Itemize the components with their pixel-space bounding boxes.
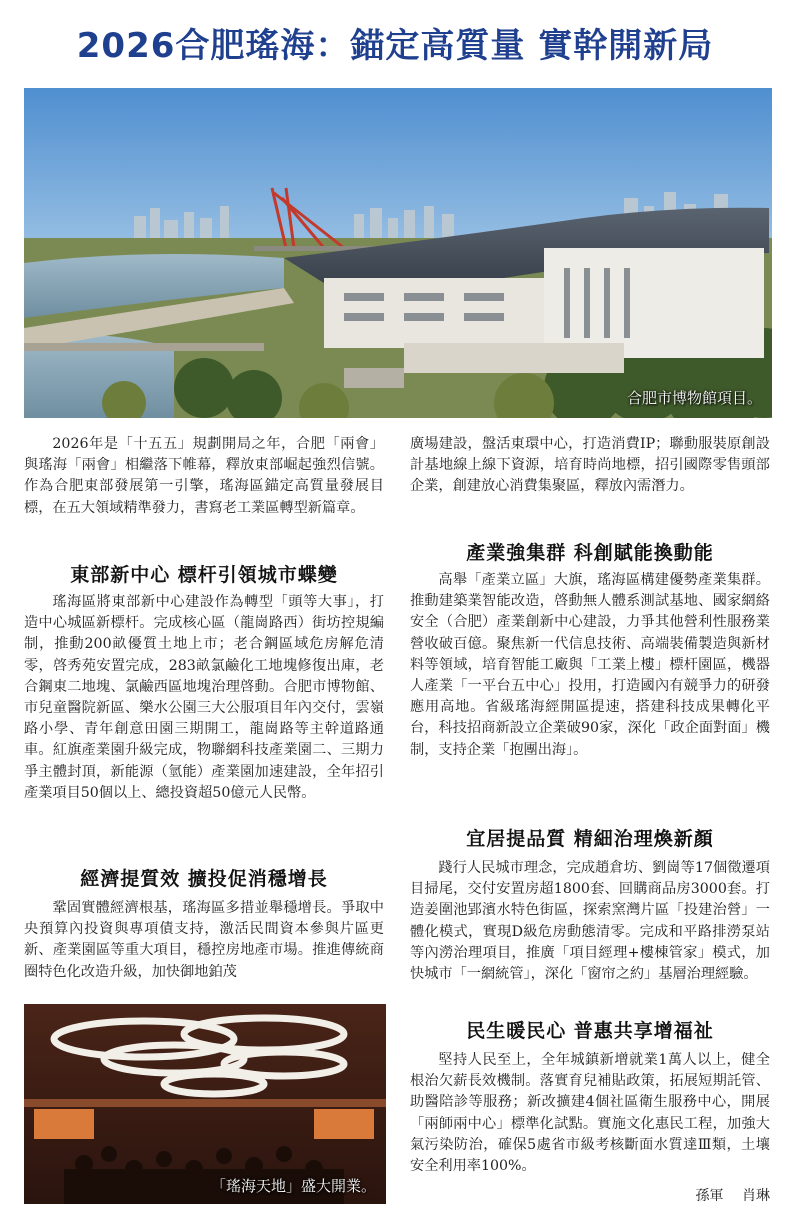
section-text-east-center: 瑤海區將東部新中心建設作為轉型「頭等大事」，打造中心城區新標杆。完成核心區（龍崗路西）街坊控規編制，推動200畝優質土地上市；老合鋼區域危房解危清零，啓秀苑安置完成，283畝氯鹼化工地塊修復出庫，老合鋼東二地塊、氯鹼西區地塊治理啓動。合肥市博物館、市兒童醫院新區、樂水公園三大公服項目年內交付，雲嶺路小學、青年創意田園三期開工，龍崗路等主幹道路通車。紅旗產業園升級完成，物聯網科技產業園二、三期力爭主體封頂，新能源（氫能）產業園加速建設，全年招引產業項目50個以上、總投資超50億元人民幣。: [24, 594, 384, 801]
section-text-economy-part2: [410, 434, 770, 526]
mall-photo-caption: 「瑤海天地」盛大開業。: [210, 1177, 376, 1195]
economy-continuation: 廣場建設，盤活東環中心，打造消費IP；聯動服裝原創設計基地線上線下資源，培育時尚地標，招引國際零售頭部企業，創建放心消費集聚區，釋放內需潛力。: [410, 436, 770, 495]
section-heading-industry: 產業強集群 科創賦能換動能: [466, 542, 714, 564]
museum-photo: [24, 88, 772, 418]
section-text-industry: 高舉「產業立區」大旗，瑤海區構建優勢產業集群。推動建築業智能改造，啓動無人體系測試基地、國家網絡安全（合肥）產業創新中心建設，力爭其他營利性服務業營收破百億。聚焦新一代信息技術、高端裝備製造與新材料等領域，培育智能工廠與「工業上樓」標杆園區，機器人產業「一平台五中心」投用，打造國內有競爭力的研發應用高地。省級瑤海經開區提速，搭建科技成果轉化平台，科技招商新設立企業破90家，深化「政企面對面」機制，支持企業「抱團出海」。: [410, 572, 770, 758]
section-heading-livability: 宜居提品質 精細治理煥新顏: [466, 828, 714, 850]
section-heading-economy: 經濟提質效 擴投促消穩增長: [80, 868, 328, 890]
section-heading-wellbeing: 民生暖民心 普惠共享增福祉: [466, 1020, 714, 1042]
intro-paragraph: 2026年是「十五五」規劃開局之年，合肥「兩會」與瑤海「兩會」相繼落下帷幕，釋放東部崛起強烈信號。作為合肥東部發展第一引擎，瑤海區錨定高質量發展目標，在五大領域精準發力，書寫老工業區轉型新篇章。: [24, 436, 384, 516]
section-text-wellbeing: 堅持人民至上，全年城鎮新增就業1萬人以上，健全根治欠薪長效機制。落實育兒補貼政策，拓展短期託管、助醫陪診等服務；新改擴建4個社區衛生服務中心，開展「兩師兩中心」標準化試點。實施文化惠民工程，加強大氣污染防治，確保5處省市級考核斷面水質達Ⅲ類，土壤安全利用率100%。: [410, 1052, 770, 1175]
section-heading-east-center: 東部新中心 標杆引領城市蝶變: [70, 564, 338, 586]
byline: 孫軍 肖琳: [695, 1188, 770, 1204]
headline: 2026合肥瑤海：錨定高質量 實幹開新局: [76, 26, 714, 66]
mall-photo: [24, 1004, 386, 1204]
museum-photo-caption: 合肥市博物館項目。: [626, 389, 762, 407]
section-text-livability: 踐行人民城市理念，完成趙倉坊、劉崗等17個徵遷項目掃尾，交付安置房超1800套、回購商品房3000套。打造姜圍池郢濱水特色街區，探索窯灣片區「投建治營」一體化模式，實現D級危房動態清零。完成和平路排澇泵站等內澇治理項目，推廣「項目經理+樓棟管家」模式，加快城市「一網統管」，深化「窗帘之約」基層治理經驗。: [410, 860, 770, 983]
section-text-economy-part1: 鞏固實體經濟根基，瑤海區多措並舉穩增長。爭取中央預算內投資與專項債支持，激活民間資本參與片區更新、產業園區等重大項目，穩控房地產市場。推進傳統商圈特色化改造升級，加快御地鉑茂: [24, 900, 384, 980]
